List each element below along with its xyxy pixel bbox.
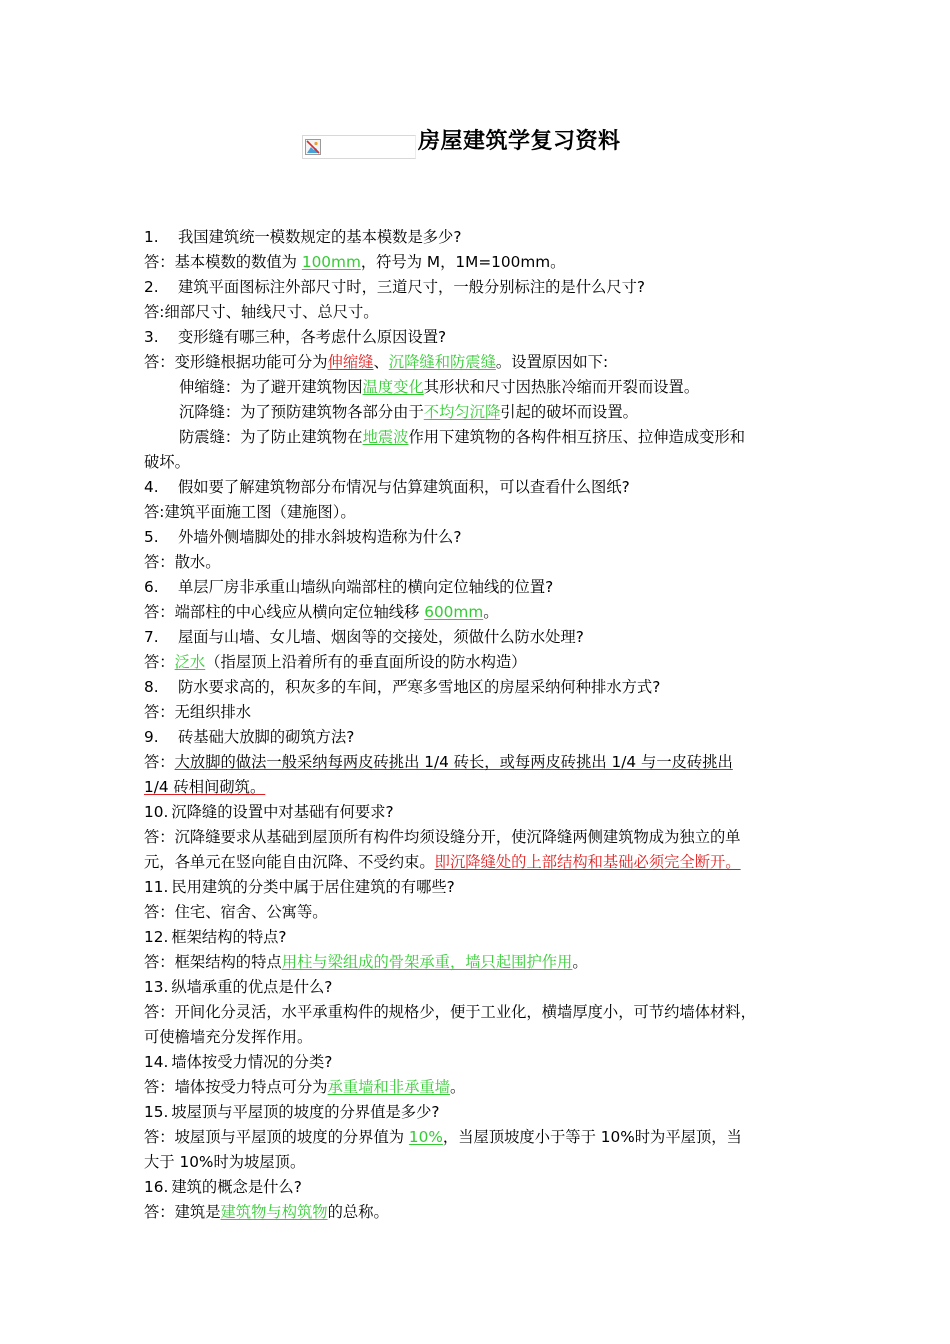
broken-image-icon [305, 139, 321, 155]
highlight-green: 沉降缝和防震缝 [388, 353, 496, 371]
answer-line: 答：散水。 [144, 553, 221, 571]
answer-line: 沉降缝：为了预防建筑物各部分由于不均匀沉降引起的破坏而设置。 [179, 403, 638, 421]
answer-line: 元，各单元在竖向能自由沉降、不受约束。即沉降缝处的上部结构和基础必须完全断开。 [144, 853, 741, 871]
highlight-green: 不均匀沉降 [423, 403, 501, 421]
highlight-red: 即沉降缝处的上部结构和基础必须完全断开。 [434, 853, 741, 871]
question-line: 3. 变形缝有哪三种，各考虑什么原因设置? [144, 328, 447, 346]
highlight-green: 地震波 [362, 428, 409, 446]
answer-line: 破坏。 [144, 453, 190, 471]
answer-line: 可使檐墙充分发挥作用。 [144, 1028, 313, 1046]
highlight-green: 10% [408, 1128, 443, 1146]
answer-line: 防震缝：为了防止建筑物在地震波作用下建筑物的各构件相互挤压、拉伸造成变形和 [179, 428, 746, 446]
question-line: 12. 框架结构的特点? [144, 928, 287, 946]
image-placeholder [302, 135, 416, 159]
question-line: 14. 墙体按受力情况的分类? [144, 1053, 333, 1071]
answer-line: 大于 10%时为坡屋顶。 [144, 1153, 306, 1171]
highlight-green: 泛水 [174, 653, 206, 671]
question-line: 8. 防水要求高的，积灰多的车间，严寒多雪地区的房屋采纳何种排水方式? [144, 678, 661, 696]
highlight-green: 100mm [301, 253, 361, 271]
answer-line: 答：变形缝根据功能可分为伸缩缝、沉降缝和防震缝。设置原因如下: [144, 353, 609, 371]
question-line: 9. 砖基础大放脚的砌筑方法? [144, 728, 355, 746]
answer-line: 答：大放脚的做法一般采纳每两皮砖挑出 1/4 砖长，或每两皮砖挑出 1/4 与一皮砖挑出 [144, 753, 733, 771]
answer-line: 答:建筑平面施工图（建施图）。 [144, 503, 356, 521]
answer-line: 答：开间化分灵活，水平承重构件的规格少，便于工业化，横墙厚度小，可节约墙体材料， [144, 1003, 756, 1021]
question-line: 10. 沉降缝的设置中对基础有何要求? [144, 803, 394, 821]
document-title: 房屋建筑学复习资料 [418, 129, 621, 154]
question-line: 16. 建筑的概念是什么? [144, 1178, 302, 1196]
question-line: 1. 我国建筑统一模数规定的基本模数是多少? [144, 228, 462, 246]
answer-line: 答:细部尺寸、轴线尺寸、总尺寸。 [144, 303, 379, 321]
answer-line: 答：墙体按受力特点可分为承重墙和非承重墙。 [144, 1078, 466, 1096]
answer-line: 答：泛水（指屋顶上沿着所有的垂直面所设的防水构造） [144, 653, 527, 671]
answer-line: 答：建筑是建筑物与构筑物的总称。 [144, 1203, 389, 1221]
answer-line: 答：沉降缝要求从基础到屋顶所有构件均须设缝分开，使沉降缝两侧建筑物成为独立的单 [144, 828, 741, 846]
question-line: 2. 建筑平面图标注外部尺寸时，三道尺寸，一般分别标注的是什么尺寸? [144, 278, 646, 296]
question-line: 7. 屋面与山墙、女儿墙、烟囱等的交接处，须做什么防水处理? [144, 628, 584, 646]
highlight-green: 建筑物与构筑物 [220, 1203, 328, 1221]
title-row [302, 125, 621, 159]
answer-line: 答：住宅、宿舍、公寓等。 [144, 903, 328, 921]
highlight-red: 伸缩缝 [327, 353, 374, 371]
highlight-green: 600mm [424, 603, 484, 621]
highlight-green: 用柱与梁组成的骨架承重，墙只起围护作用 [281, 953, 573, 971]
question-line: 11. 民用建筑的分类中属于居住建筑的有哪些? [144, 878, 455, 896]
document-body [144, 225, 816, 1225]
answer-line: 答：端部柱的中心线应从横向定位轴线移 600mm。 [144, 603, 499, 621]
question-line: 13. 纵墙承重的优点是什么? [144, 978, 333, 996]
question-line: 4. 假如要了解建筑物部分布情况与估算建筑面积，可以查看什么图纸? [144, 478, 630, 496]
underline-red: 大放脚的做法一般采纳每两皮砖挑出 1/4 砖长，或每两皮砖挑出 1/4 与一皮砖挑出 [174, 753, 733, 771]
question-line: 5. 外墙外侧墙脚处的排水斜坡构造称为什么? [144, 528, 462, 546]
highlight-green: 承重墙和非承重墙 [327, 1078, 450, 1096]
answer-line: 伸缩缝：为了避开建筑物因温度变化其形状和尺寸因热胀冷缩而开裂而设置。 [179, 378, 700, 396]
answer-line: 答：框架结构的特点用柱与梁组成的骨架承重，墙只起围护作用。 [144, 953, 588, 971]
highlight-green: 温度变化 [362, 378, 424, 396]
answer-line: 答：基本模数的数值为 100mm，符号为 M，1M=100mm。 [144, 253, 566, 271]
question-line: 6. 单层厂房非承重山墙纵向端部柱的横向定位轴线的位置? [144, 578, 554, 596]
question-line: 15. 坡屋顶与平屋顶的坡度的分界值是多少? [144, 1103, 440, 1121]
answer-line: 答：无组织排水 [144, 703, 252, 721]
answer-line: 答：坡屋顶与平屋顶的坡度的分界值为 10%，当屋顶坡度小于等于 10%时为平屋顶，当 [144, 1128, 742, 1146]
answer-line [144, 775, 816, 800]
underline-red: 1/4 砖相间砌筑。 [144, 778, 266, 796]
